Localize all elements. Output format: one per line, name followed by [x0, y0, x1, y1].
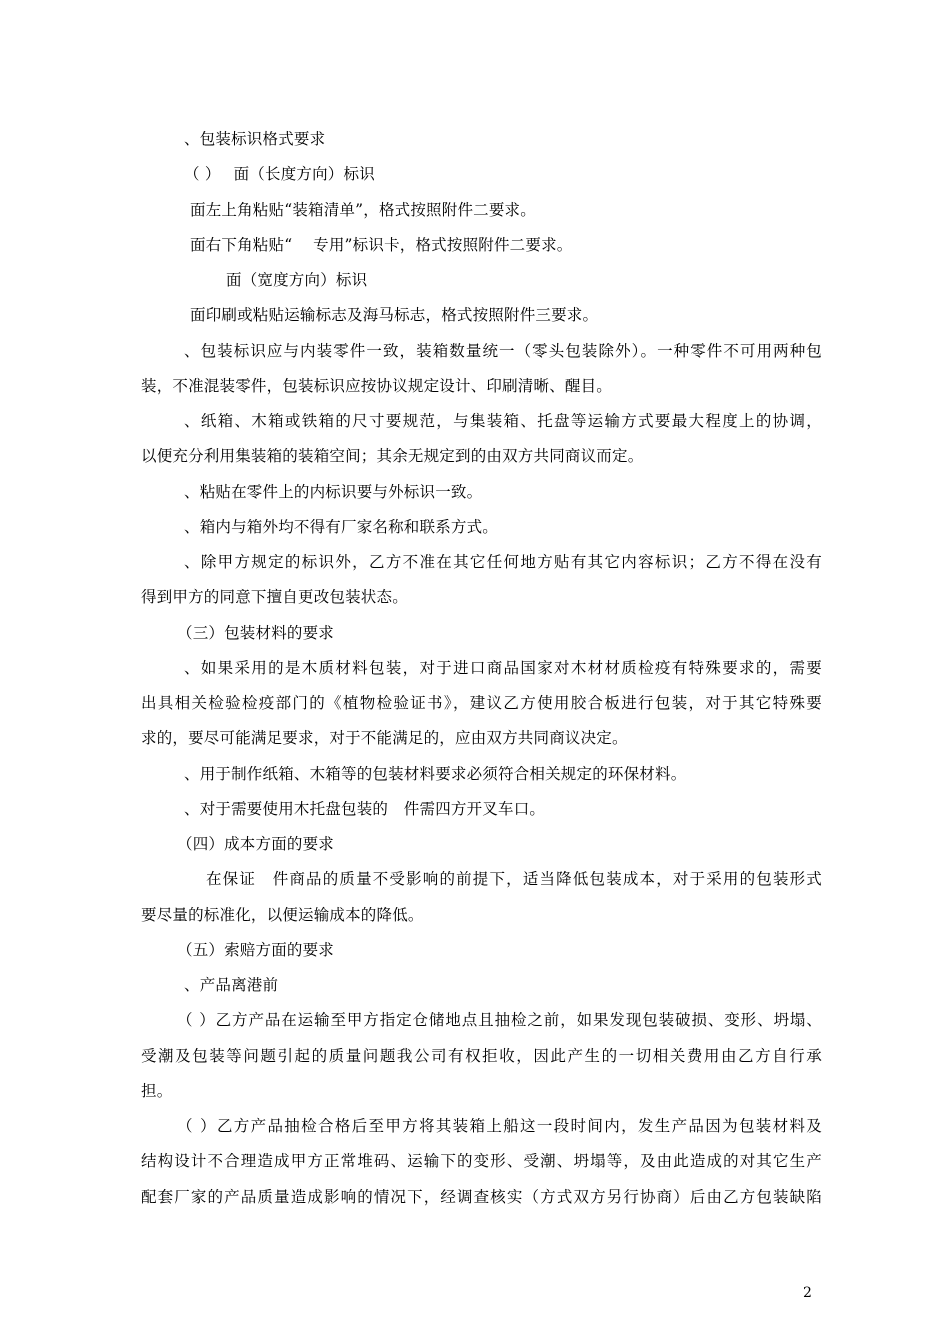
text-line: 、除甲方规定的标识外，乙方不准在其它任何地方贴有其它内容标识；乙方不得在没有 — [184, 553, 822, 571]
text-line: 、粘贴在零件上的内标识要与外标识一致。 — [184, 483, 483, 501]
text-line: 面（宽度方向）标识 — [226, 271, 368, 289]
text-line: 求的，要尽可能满足要求，对于不能满足的，应由双方共同商议决定。 — [141, 729, 628, 747]
section-heading: （五）索赔方面的要求 — [177, 941, 335, 959]
text-line: 、纸箱、木箱或铁箱的尺寸要规范，与集装箱、托盘等运输方式要最大程度上的协调， — [184, 412, 822, 430]
text-line: 受潮及包装等问题引起的质量问题我公司有权拒收，因此产生的一切相关费用由乙方自行承 — [141, 1047, 822, 1065]
text-line: 担。 — [141, 1082, 173, 1100]
text-line: 配套厂家的产品质量造成影响的情况下，经调查核实（方式双方另行协商）后由乙方包装缺陷 — [141, 1188, 822, 1206]
text-line: 、箱内与箱外均不得有厂家名称和联系方式。 — [184, 518, 499, 536]
text-line: （ ）乙方产品在运输至甲方指定仓储地点且抽检之前，如果发现包装破损、变形、坍塌、 — [177, 1011, 822, 1029]
section-heading: （三）包装材料的要求 — [177, 624, 335, 642]
page-number: 2 — [803, 1285, 812, 1301]
text-line: 、包装标识应与内装零件一致，装箱数量统一（零头包装除外）。一种零件不可用两种包 — [184, 342, 822, 360]
text-line: 、用于制作纸箱、木箱等的包装材料要求必须符合相关规定的环保材料。 — [184, 765, 687, 783]
text-line: 、包装标识格式要求 — [184, 130, 326, 148]
text-line: 以便充分利用集装箱的装箱空间；其余无规定到的由双方共同商议而定。 — [141, 447, 644, 465]
text-line: （ ）乙方产品抽检合格后至甲方将其装箱上船这一段时间内，发生产品因为包装材料及 — [177, 1117, 822, 1135]
text-line: 、产品离港前 — [184, 976, 279, 994]
text-line: 面右下角粘贴“ 专用”标识卡，格式按照附件二要求。 — [190, 236, 573, 254]
text-line: 装，不准混装零件，包装标识应按协议规定设计、印刷清晰、醒目。 — [141, 377, 613, 395]
text-line: （ ） 面（长度方向）标识 — [184, 165, 375, 183]
text-line: 要尽量的标准化，以便运输成本的降低。 — [141, 906, 424, 924]
text-line: 结构设计不合理造成甲方正常堆码、运输下的变形、受潮、坍塌等，及由此造成的对其它生产 — [141, 1152, 822, 1170]
text-line: 面左上角粘贴“装箱清单”，格式按照附件二要求。 — [190, 201, 536, 219]
text-line: 在保证 件商品的质量不受影响的前提下，适当降低包装成本，对于采用的包装形式 — [206, 870, 822, 888]
section-heading: （四）成本方面的要求 — [177, 835, 335, 853]
text-line: 面印刷或粘贴运输标志及海马标志，格式按照附件三要求。 — [190, 306, 599, 324]
text-line: 出具相关检验检疫部门的《植物检验证书》，建议乙方使用胶合板进行包装，对于其它特殊要 — [141, 694, 822, 712]
text-line: 、对于需要使用木托盘包装的 件需四方开叉车口。 — [184, 800, 546, 818]
text-line: 、如果采用的是木质材料包装，对于进口商品国家对木材材质检疫有特殊要求的，需要 — [184, 659, 822, 677]
text-line: 得到甲方的同意下擅自更改包装状态。 — [141, 588, 408, 606]
